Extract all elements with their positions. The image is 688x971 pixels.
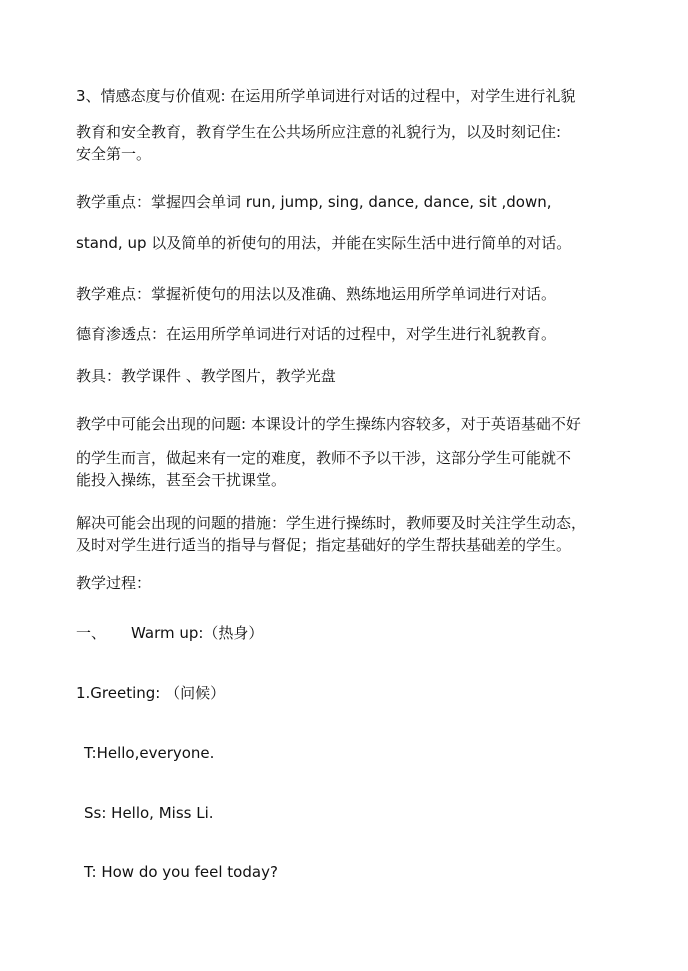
teaching-process-heading: 教学过程： — [76, 574, 152, 592]
subsection-title: 1.Greeting: （问候） — [76, 684, 226, 702]
moral-education-line: 德育渗透点：在运用所学单词进行对话的过程中，对学生进行礼貌教育。 — [76, 325, 557, 343]
problems-line: 能投入操练，甚至会干扰课堂。 — [76, 471, 287, 489]
section-number: 一、 — [76, 624, 107, 642]
dialogue-line: Ss: Hello, Miss Li. — [84, 804, 214, 822]
measures-line: 解决可能会出现的问题的措施：学生进行操练时，教师要及时关注学生动态， — [76, 514, 587, 532]
dialogue-line: T: How do you feel today? — [84, 863, 278, 881]
section-title: Warm up:（热身） — [131, 624, 264, 642]
paragraph-line: 安全第一。 — [76, 145, 152, 163]
dialogue-line: T:Hello,everyone. — [84, 744, 215, 762]
key-points-line: 教学重点：掌握四会单词 run, jump, sing, dance, dance, sit ,down, — [76, 193, 552, 211]
teaching-aids-line: 教具：教学课件 、教学图片，教学光盘 — [76, 367, 336, 385]
difficulties-line: 教学难点：掌握祈使句的用法以及准确、熟练地运用所学单词进行对话。 — [76, 285, 557, 303]
problems-line: 教学中可能会出现的问题: 本课设计的学生操练内容较多，对于英语基础不好 — [76, 415, 581, 433]
measures-line: 及时对学生进行适当的指导与督促；指定基础好的学生帮扶基础差的学生。 — [76, 536, 572, 554]
key-points-line: stand, up 以及简单的祈使句的用法，并能在实际生活中进行简单的对话。 — [76, 234, 572, 252]
paragraph-line: 3、情感态度与价值观: 在运用所学单词进行对话的过程中，对学生进行礼貌 — [76, 87, 576, 105]
paragraph-line: 教育和安全教育，教育学生在公共场所应注意的礼貌行为，以及时刻记住: — [76, 123, 562, 141]
problems-line: 的学生而言，做起来有一定的难度，教师不予以干涉，这部分学生可能就不 — [76, 449, 572, 467]
